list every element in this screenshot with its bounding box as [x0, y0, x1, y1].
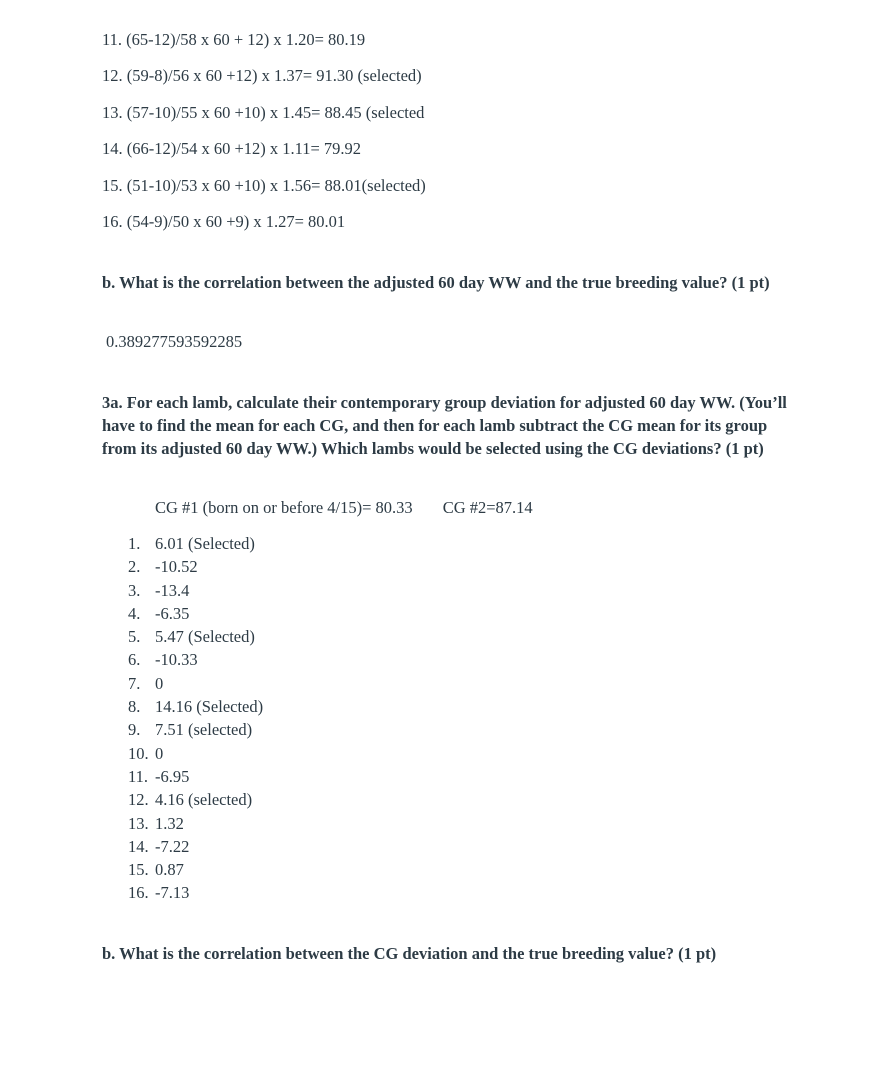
deviation-value: -10.33 [155, 650, 198, 670]
deviation-value: 5.47 (Selected) [155, 627, 255, 647]
cg-means-line [155, 497, 533, 519]
deviation-item [128, 580, 263, 603]
deviation-value: 0 [155, 673, 164, 693]
deviation-item [128, 649, 263, 672]
answer-correlation-value: 0.389277593592285 [106, 332, 243, 351]
deviation-item [128, 626, 263, 649]
deviation-number: 7. [128, 673, 141, 693]
deviation-value: 14.16 (Selected) [155, 697, 264, 717]
deviation-number: 2. [128, 557, 141, 577]
deviation-value: 0.87 [155, 860, 184, 880]
deviation-number: 9. [128, 720, 141, 740]
question-b-correlation-adjusted-ww: b. What is the correlation between the adjusted 60 day WW and the true breeding value? (1 pt) [102, 273, 770, 292]
calculation-item: 13. (57-10)/55 x 60 +10) x 1.45= 88.45 (selected [102, 102, 425, 122]
question-b-correlation-cg-deviation: b. What is the correlation between the CG deviation and the true breeding value? (1 pt) [102, 944, 717, 963]
deviation-number: 1. [128, 534, 141, 553]
deviation-item [128, 603, 263, 626]
deviation-value: -6.95 [155, 766, 190, 786]
deviation-number: 3. [128, 580, 141, 600]
deviation-item [128, 556, 263, 579]
deviation-item [128, 696, 263, 719]
deviation-number: 11. [128, 766, 149, 786]
deviation-item [128, 859, 263, 882]
adjusted-weight-calculations [102, 29, 426, 247]
deviation-number: 4. [128, 603, 141, 623]
deviation-item [128, 719, 263, 742]
deviation-value: 7.51 (selected) [155, 720, 253, 740]
deviation-number: 5. [128, 627, 141, 647]
question-3a-cg-deviation: 3a. For each lamb, calculate their contemporary group deviation for adjusted 60 day WW. (You’ll have to find the mean for each CG, and then for each lamb subtract the CG mean for its group from its adjusted 60 day WW.) Which lambs would be selected using the CG deviations? (1 pt) [102, 393, 787, 458]
deviation-value: -7.22 [155, 836, 190, 856]
deviation-item [128, 673, 263, 696]
deviation-value: 4.16 (selected) [155, 790, 253, 810]
deviation-number: 6. [128, 650, 141, 670]
deviation-number: 14. [128, 836, 149, 856]
deviation-value: -6.35 [155, 603, 190, 623]
deviation-item [128, 743, 263, 766]
deviation-number: 12. [128, 790, 149, 810]
deviation-number: 13. [128, 813, 149, 833]
deviation-item [128, 813, 263, 836]
deviation-item [128, 836, 263, 859]
deviation-item [128, 766, 263, 789]
cg1-mean: CG #1 (born on or before 4/15)= 80.33 [155, 498, 413, 517]
deviation-item [128, 882, 263, 905]
deviation-number: 10. [128, 743, 149, 763]
deviation-number: 15. [128, 860, 149, 880]
deviation-item [128, 533, 263, 556]
deviation-value: -10.52 [155, 557, 198, 577]
deviation-number: 8. [128, 697, 141, 717]
deviation-value: 1.32 [155, 813, 184, 833]
deviation-value: 0 [155, 743, 164, 763]
deviation-number: 16. [128, 883, 149, 903]
cg2-mean: CG #2=87.14 [442, 498, 533, 517]
cg-deviation-list [128, 533, 263, 906]
deviation-item [128, 789, 263, 812]
calculation-item: 14. (66-12)/54 x 60 +12) x 1.11= 79.92 [102, 139, 362, 159]
calculation-item: 15. (51-10)/53 x 60 +10) x 1.56= 88.01(selected) [102, 175, 426, 195]
deviation-value: 6.01 (Selected) [155, 534, 255, 553]
calculation-item: 12. (59-8)/56 x 60 +12) x 1.37= 91.30 (selected) [102, 66, 422, 86]
calculation-item: 11. (65-12)/58 x 60 + 12) x 1.20= 80.19 [102, 30, 366, 49]
calculation-item: 16. (54-9)/50 x 60 +9) x 1.27= 80.01 [102, 211, 346, 231]
deviation-value: -13.4 [155, 580, 190, 600]
deviation-value: -7.13 [155, 883, 190, 903]
